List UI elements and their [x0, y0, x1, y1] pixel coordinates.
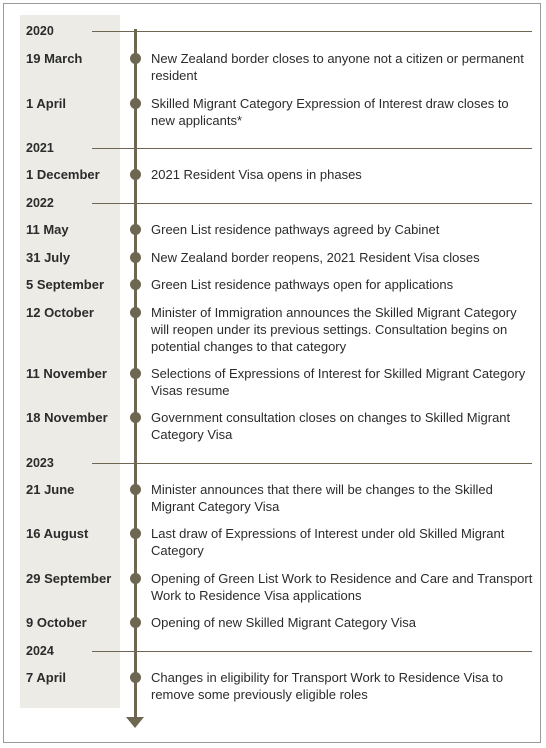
- event-date: 29 September: [26, 571, 112, 586]
- event-description: Minister of Immigration announces the Skilled Migrant Category will reopen under its previous settings. Consultation begins on potential changes to that category: [151, 305, 517, 354]
- event-date: 5 September: [26, 277, 105, 292]
- event-marker-dot: [130, 368, 141, 379]
- event-date: 18 November: [26, 410, 108, 425]
- event-marker-dot: [130, 279, 141, 290]
- event-description: New Zealand border closes to anyone not a citizen or permanent resident: [151, 51, 524, 83]
- event-marker-dot: [130, 573, 141, 584]
- year-divider: [92, 463, 532, 464]
- event-marker-dot: [130, 528, 141, 539]
- event-marker-dot: [130, 98, 141, 109]
- year-row-2024: [0, 641, 546, 661]
- event-date: 21 June: [26, 482, 75, 497]
- event-description: Green List residence pathways agreed by Cabinet: [151, 222, 440, 237]
- event-description: Opening of new Skilled Migrant Category Visa: [151, 615, 416, 630]
- year-row-2022: [0, 193, 546, 213]
- event-date: 1 December: [26, 167, 100, 182]
- date-column-background: [20, 15, 120, 708]
- event-description: Selections of Expressions of Interest for Skilled Migrant Category Visas resume: [151, 366, 526, 398]
- year-row-2021: [0, 138, 546, 158]
- year-label: 2022: [26, 196, 54, 210]
- year-divider: [92, 651, 532, 652]
- event-marker-dot: [130, 252, 141, 263]
- event-date: 1 April: [26, 96, 66, 111]
- event-marker-dot: [130, 672, 141, 683]
- year-row-2020: [0, 21, 546, 41]
- year-divider: [92, 148, 532, 149]
- year-row-2023: [0, 453, 546, 473]
- event-date: 11 November: [26, 366, 107, 381]
- event-description: New Zealand border reopens, 2021 Resident Visa closes: [151, 250, 480, 265]
- event-date: 11 May: [26, 222, 69, 237]
- event-marker-dot: [130, 169, 141, 180]
- year-label: 2024: [26, 644, 54, 658]
- year-label: 2020: [26, 24, 54, 38]
- event-date: 9 October: [26, 615, 87, 630]
- event-date: 31 July: [26, 250, 71, 265]
- event-description: 2021 Resident Visa opens in phases: [151, 167, 362, 182]
- event-date: 7 April: [26, 670, 66, 685]
- event-marker-dot: [130, 617, 141, 628]
- event-description: Green List residence pathways open for applications: [151, 277, 454, 292]
- event-date: 12 October: [26, 305, 94, 320]
- year-label: 2021: [26, 141, 54, 155]
- event-description: Last draw of Expressions of Interest under old Skilled Migrant Category: [151, 526, 505, 558]
- year-divider: [92, 203, 532, 204]
- event-marker-dot: [130, 484, 141, 495]
- event-marker-dot: [130, 53, 141, 64]
- timeline-arrow-head: [126, 717, 144, 728]
- event-description: Skilled Migrant Category Expression of Interest draw closes to new applicants*: [151, 96, 509, 128]
- event-marker-dot: [130, 307, 141, 318]
- event-marker-dot: [130, 224, 141, 235]
- event-description: Changes in eligibility for Transport Work to Residence Visa to remove some previously eligible roles: [151, 670, 504, 702]
- event-date: 19 March: [26, 51, 83, 66]
- event-description: Opening of Green List Work to Residence and Care and Transport Work to Residence Visa applications: [151, 571, 533, 603]
- event-marker-dot: [130, 412, 141, 423]
- year-divider: [92, 31, 532, 32]
- event-description: Government consultation closes on changes to Skilled Migrant Category Visa: [151, 410, 511, 442]
- event-date: 16 August: [26, 526, 89, 541]
- year-label: 2023: [26, 456, 54, 470]
- event-description: Minister announces that there will be changes to the Skilled Migrant Category Visa: [151, 482, 493, 514]
